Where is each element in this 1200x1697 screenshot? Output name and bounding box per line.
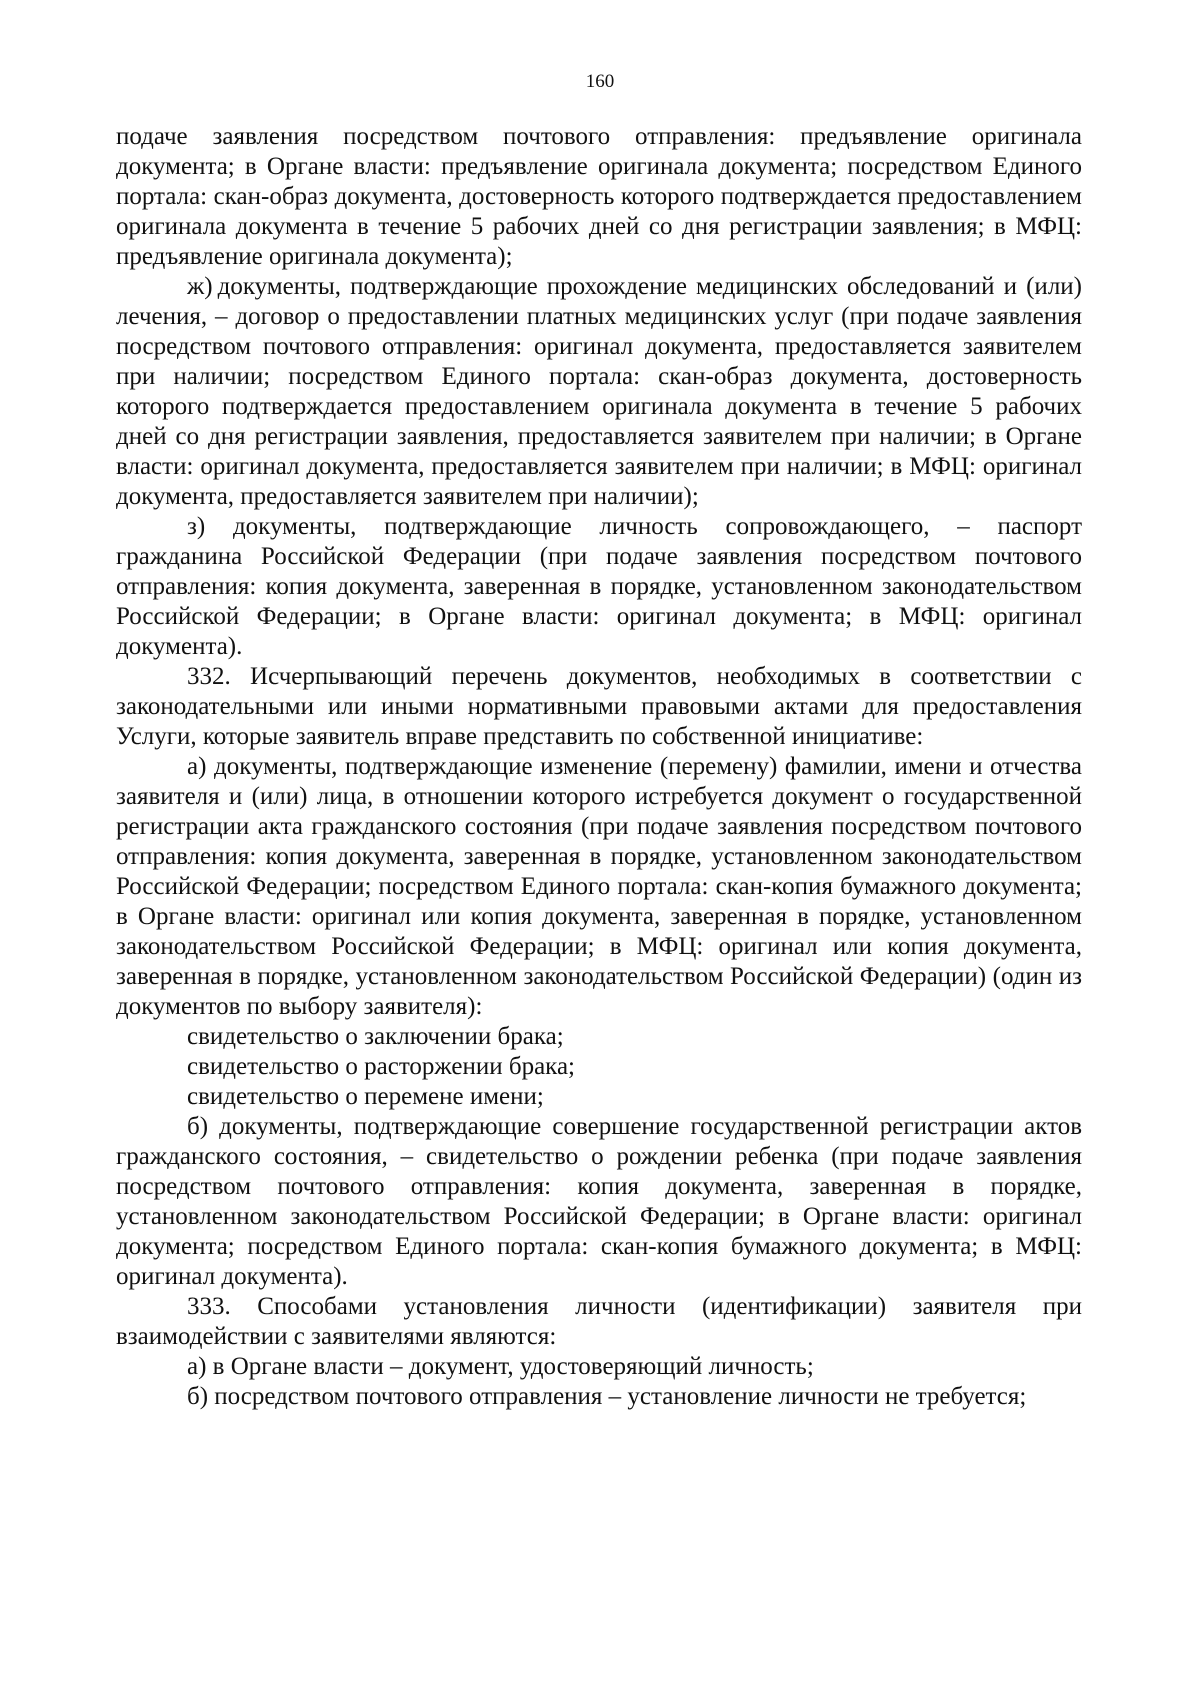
paragraph-item-zh: ж) документы, подтверждающие прохождение медицинских обследований и (или) лечения, – договор о предоставлении платных медицинских услуг (при подаче заявления посредством почтового отправления: оригинал документа, предоставляется заявителем при наличии; посредством Единого портала: скан-образ документа, достоверность которого подтверждается предоставлением оригинала документа в течение 5 рабочих дней со дня регистрации заявления, предоставляется заявителем при наличии; в Органе власти: оригинал документа, предоставляется заявителем при наличии; в МФЦ: оригинал документа, предоставляется заявителем при наличии); (116, 273, 1082, 510)
paragraph-item-z: з) документы, подтверждающие личность сопровождающего, – паспорт гражданина Российской Федерации (при подаче заявления посредством почтового отправления: копия документа, заверенная в порядке, установленном законодательством Российской Федерации; в Органе власти: оригинал документа; в МФЦ: оригинал документа). (116, 513, 1082, 660)
list-item-name-change-certificate: свидетельство о перемене имени; (187, 1083, 544, 1110)
page-number: 160 (585, 71, 615, 92)
paragraph-333: 333. Способами установления личности (идентификации) заявителя при взаимодействии с заявителями являются: (116, 1293, 1082, 1350)
list-item-divorce-certificate: свидетельство о расторжении брака; (187, 1053, 575, 1080)
paragraph-continuation: подаче заявления посредством почтового отправления: предъявление оригинала документа; в Органе власти: предъявление оригинала документа; посредством Единого портала: скан-образ документа, достоверность которого подтверждается предоставлением оригинала документа в течение 5 рабочих дней со дня регистрации заявления; в МФЦ: предъявление оригинала документа); (116, 123, 1082, 270)
paragraph-333-item-b: б) посредством почтового отправления – установление личности не требуется; (187, 1383, 1027, 1410)
paragraph-332-item-a: а) документы, подтверждающие изменение (перемену) фамилии, имени и отчества заявителя и (или) лица, в отношении которого истребуется документ о государственной регистрации акта гражданского состояния (при подаче заявления посредством почтового отправления: копия документа, заверенная в порядке, установленном законодательством Российской Федерации; посредством Единого портала: скан-копия бумажного документа; в Органе власти: оригинал или копия документа, заверенная в порядке, установленном законодательством Российской Федерации; в МФЦ: оригинал или копия документа, заверенная в порядке, установленном законодательством Российской Федерации) (один из документов по выбору заявителя): (116, 753, 1082, 1020)
document-body (116, 122, 1082, 1412)
paragraph-332: 332. Исчерпывающий перечень документов, необходимых в соответствии с законодательными или иными нормативными правовыми актами для предоставления Услуги, которые заявитель вправе представить по собственной инициативе: (116, 663, 1082, 750)
paragraph-332-item-b: б) документы, подтверждающие совершение государственной регистрации актов гражданского состояния, – свидетельство о рождении ребенка (при подаче заявления посредством почтового отправления: копия документа, заверенная в порядке, установленном законодательством Российской Федерации; в Органе власти: оригинал документа; посредством Единого портала: скан-копия бумажного документа; в МФЦ: оригинал документа). (116, 1113, 1082, 1290)
list-item-marriage-certificate: свидетельство о заключении брака; (187, 1023, 564, 1050)
paragraph-333-item-a: а) в Органе власти – документ, удостоверяющий личность; (187, 1353, 814, 1380)
